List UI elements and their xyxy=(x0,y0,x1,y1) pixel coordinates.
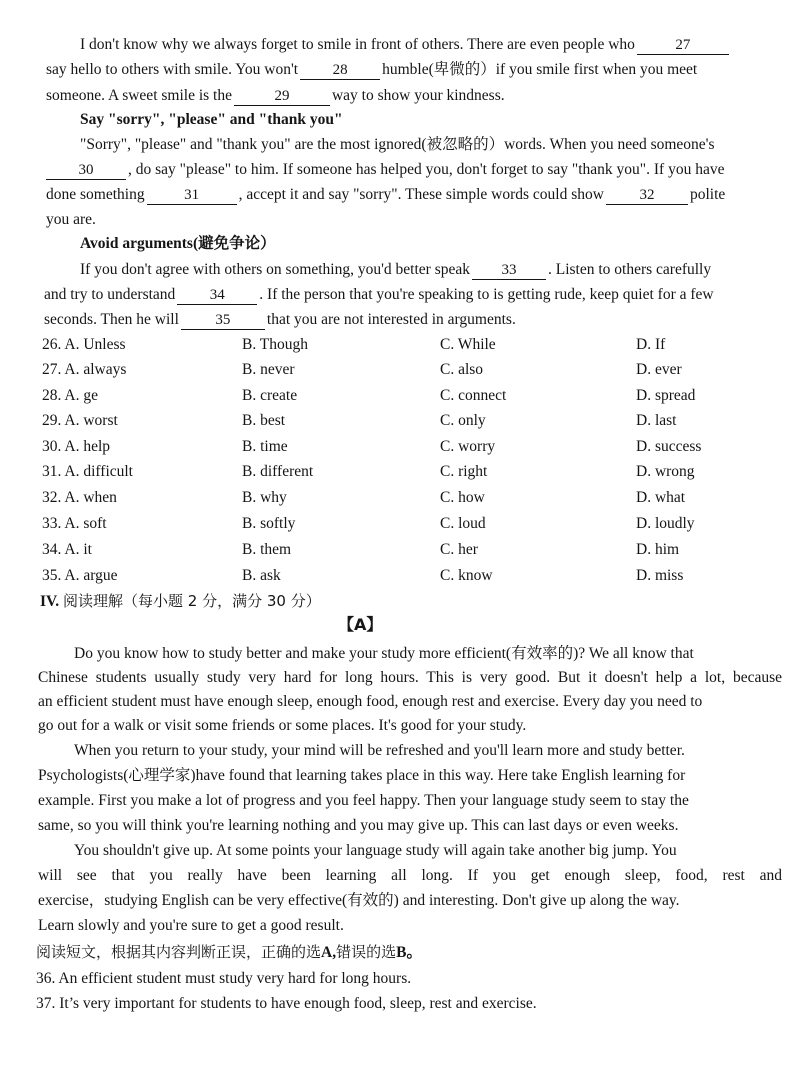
option-33-d: D. loudly xyxy=(636,515,695,532)
option-28-a: 28. A. ge xyxy=(42,387,98,404)
option-34-a: 34. A. it xyxy=(42,541,92,558)
passage-line: same, so you will think you're learning nothing and you may give up. This can last days or even weeks. xyxy=(38,817,679,834)
option-32-c: C. how xyxy=(440,489,485,506)
option-27-d: D. ever xyxy=(636,361,682,378)
option-26-c: C. While xyxy=(440,336,496,353)
option-35-b: B. ask xyxy=(242,567,281,584)
passage-line: Psychologists(心理学家)have found that learning takes place in this way. Here take English learning for xyxy=(38,767,686,784)
option-29-b: B. best xyxy=(242,412,286,429)
passage-line: When you return to your study, your mind will be refreshed and you'll learn more and study better. xyxy=(74,742,685,759)
option-33-b: B. softly xyxy=(242,515,296,532)
heading-avoid-arguments: Avoid arguments(避免争论） xyxy=(80,235,276,252)
para2-line3: done something 31 , accept it and say "sorry". These simple words could show 32 polite xyxy=(46,186,726,203)
section-number: IV. xyxy=(40,593,60,610)
blank-28: 28 xyxy=(300,61,380,80)
question-37: 37. It’s very important for students to have enough food, sleep, rest and exercise. xyxy=(36,995,537,1012)
option-29-a: 29. A. worst xyxy=(42,412,118,429)
para3-line3: seconds. Then he will 35 that you are not interested in arguments. xyxy=(44,311,516,328)
option-31-b: B. different xyxy=(242,463,314,480)
section-heading xyxy=(40,591,321,612)
option-28-d: D. spread xyxy=(636,387,696,404)
passage-line: will see that you really have been learning all long. If you get enough sleep, food, rest and xyxy=(38,867,782,884)
para1-line1 xyxy=(80,35,731,55)
blank-35: 35 xyxy=(181,311,265,330)
option-30-a: 30. A. help xyxy=(42,438,111,455)
option-27-b: B. never xyxy=(242,361,295,378)
passage-line: You shouldn't give up. At some points your language study will again take another big jump. You xyxy=(74,842,677,859)
question-36: 36. An efficient student must study very hard for long hours. xyxy=(36,970,412,987)
passage-line: an efficient student must have enough sleep, enough food, enough rest and exercise. Every day you need to xyxy=(38,693,703,710)
heading-say-sorry: Say "sorry", "please" and "thank you" xyxy=(80,111,343,128)
blank-33: 33 xyxy=(472,261,546,280)
option-26-d: D. If xyxy=(636,336,666,353)
blank-31: 31 xyxy=(147,186,237,205)
option-26-b: B. Though xyxy=(242,336,309,353)
passage-line: example. First you make a lot of progress and you feel happy. Then your language study seem to stay the xyxy=(38,792,689,809)
option-35-a: 35. A. argue xyxy=(42,567,118,584)
option-26-a: 26. A. Unless xyxy=(42,336,126,353)
option-35-d: D. miss xyxy=(636,567,684,584)
passage-line: Chinese students usually study very hard for long hours. This is very good. But it doesn't help a lot, because xyxy=(38,669,782,686)
option-34-b: B. them xyxy=(242,541,292,558)
option-27-c: C. also xyxy=(440,361,484,378)
option-31-d: D. wrong xyxy=(636,463,695,480)
blank-30: 30 xyxy=(46,161,126,180)
para3-line2: and try to understand 34 . If the person that you're speaking to is getting rude, keep quiet for a few xyxy=(44,286,714,303)
blank-32: 32 xyxy=(606,186,688,205)
passage-label: 【A】 xyxy=(338,615,383,634)
option-30-b: B. time xyxy=(242,438,288,455)
option-31-c: C. right xyxy=(440,463,488,480)
para2-line1: "Sorry", "please" and "thank you" are the most ignored(被忽略的）words. When you need someone's xyxy=(80,136,715,153)
para3-line1: If you don't agree with others on something, you'd better speak 33 . Listen to others carefully xyxy=(80,261,712,278)
para1-line2: say hello to others with smile. You won't 28 humble(卑微的）if you smile first when you meet xyxy=(46,61,698,78)
option-28-b: B. create xyxy=(242,387,298,404)
option-30-c: C. worry xyxy=(440,438,496,455)
blank-34: 34 xyxy=(177,286,257,305)
option-34-c: C. her xyxy=(440,541,478,558)
passage-line: Learn slowly and you're sure to get a good result. xyxy=(38,917,344,934)
para2-line2: 30 , do say "please" to him. If someone has helped you, don't forget to say "thank you". If you have xyxy=(46,160,724,180)
option-27-a: 27. A. always xyxy=(42,361,127,378)
passage-line: go out for a walk or visit some friends or some places. It's good for your study. xyxy=(38,717,527,734)
section-title: 阅读理解（每小题 2 分，满分 30 分） xyxy=(62,592,321,610)
option-33-c: C. loud xyxy=(440,515,486,532)
option-30-d: D. success xyxy=(636,438,702,455)
option-28-c: C. connect xyxy=(440,387,507,404)
option-29-c: C. only xyxy=(440,412,486,429)
option-29-d: D. last xyxy=(636,412,677,429)
option-32-a: 32. A. when xyxy=(42,489,117,506)
passage-line: exercise，studying English can be very effective(有效的) and interesting. Don't give up along the way. xyxy=(38,892,680,909)
passage-line: Do you know how to study better and make your study more efficient(有效率的)? We all know that xyxy=(74,645,694,662)
blank-27: 27 xyxy=(637,36,729,55)
para1-line3: someone. A sweet smile is the 29 way to show your kindness. xyxy=(46,87,505,104)
option-34-d: D. him xyxy=(636,541,680,558)
text: I don't know why we always forget to smile in front of others. There are even people who xyxy=(80,36,635,53)
option-33-a: 33. A. soft xyxy=(42,515,107,532)
option-32-d: D. what xyxy=(636,489,686,506)
option-35-c: C. know xyxy=(440,567,493,584)
option-31-a: 31. A. difficult xyxy=(42,463,133,480)
option-32-b: B. why xyxy=(242,489,287,506)
instruction: 阅读短文，根据其内容判断正误，正确的选A,错误的选B。 xyxy=(36,943,422,961)
blank-29: 29 xyxy=(234,87,330,106)
para2-line4: you are. xyxy=(46,211,96,228)
